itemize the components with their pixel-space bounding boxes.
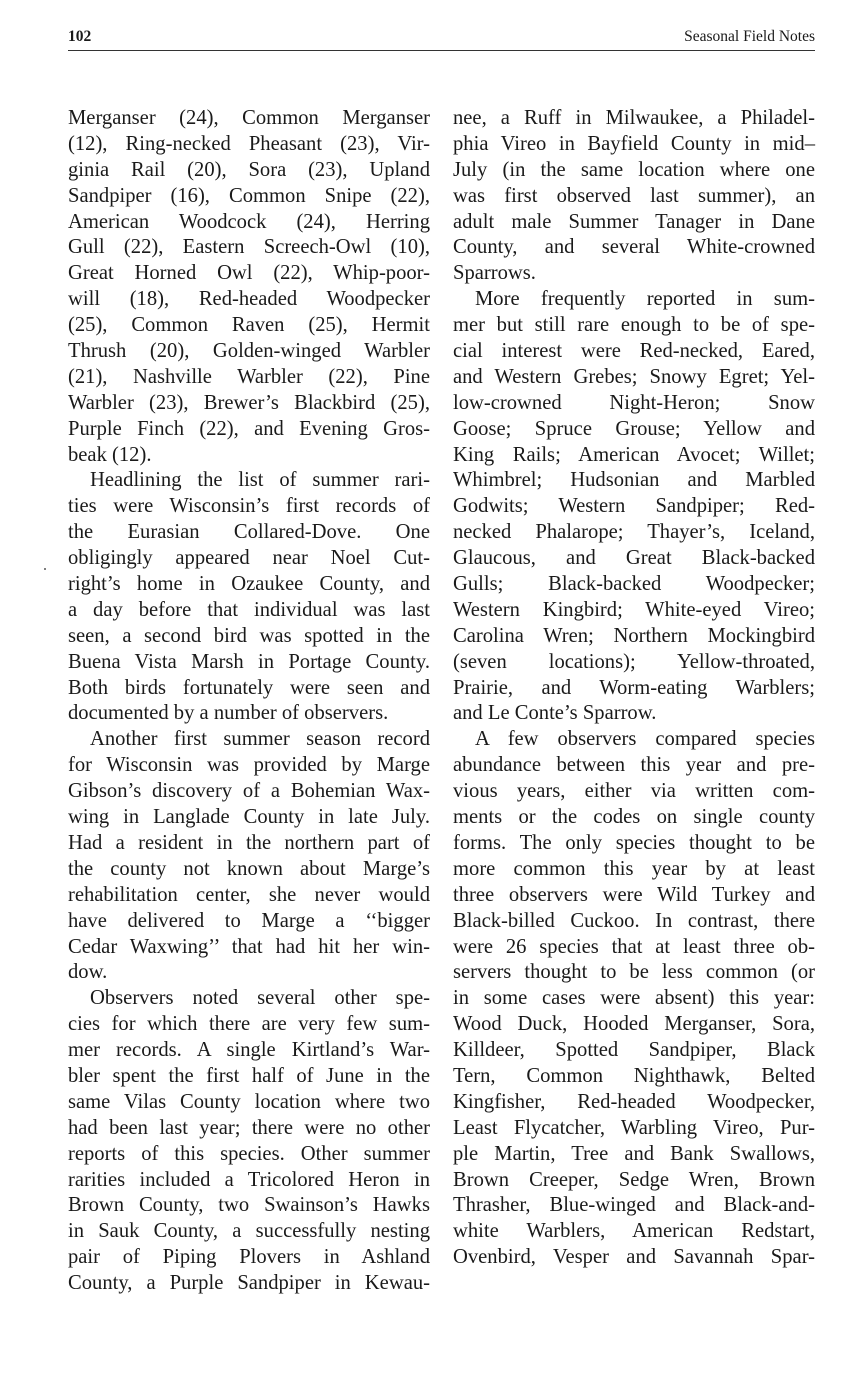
text-line: Gull (22), Eastern Screech-Owl (10),: [68, 236, 430, 259]
text-line: Warbler (23), Brewer’s Blackbird (25),: [68, 391, 430, 414]
text-line: had been last year; there were no other: [68, 1116, 430, 1139]
text-line: were 26 species that at least three ob-: [453, 935, 815, 958]
text-line: Merganser (24), Common Merganser: [68, 107, 430, 129]
text-line: American Woodcock (24), Herring: [68, 210, 430, 233]
text-line: Brown Creeper, Sedge Wren, Brown: [453, 1168, 815, 1191]
text-line: Prairie, and Worm-eating Warblers;: [453, 676, 815, 699]
text-line: for Wisconsin was provided by Marge: [68, 754, 430, 777]
text-line: servers thought to be less common (or: [453, 961, 815, 984]
text-line: white Warblers, American Redstart,: [453, 1220, 815, 1243]
text-line: County, a Purple Sandpiper in Kewau-: [68, 1272, 430, 1295]
text-line: necked Phalarope; Thayer’s, Iceland,: [453, 521, 815, 544]
text-line: in some cases were absent) this year:: [453, 987, 815, 1010]
text-line: ments or the codes on single county: [453, 806, 815, 829]
text-line: beak (12).: [68, 443, 152, 466]
text-line: cies for which there are very few sum-: [68, 1013, 430, 1036]
text-line: Thrasher, Blue-winged and Black-and-: [453, 1194, 815, 1217]
text-line: (21), Nashville Warbler (22), Pine: [68, 365, 430, 388]
text-line: rarities included a Tricolored Heron in: [68, 1168, 430, 1191]
page-number: 102: [68, 28, 92, 45]
text-line: Another first summer season record: [90, 728, 430, 751]
text-line: Sandpiper (16), Common Snipe (22),: [68, 184, 430, 207]
text-line: July (in the same location where one: [453, 158, 815, 181]
text-line: ties were Wisconsin’s first records of: [68, 495, 430, 518]
text-line: Buena Vista Marsh in Portage County.: [68, 650, 430, 673]
text-line: was first observed last summer), an: [453, 184, 815, 207]
stray-speck: [44, 568, 46, 570]
text-line: obligingly appeared near Noel Cut-: [68, 547, 430, 570]
text-line: Thrush (20), Golden-winged Warbler: [68, 340, 430, 363]
text-line: Had a resident in the northern part of: [68, 831, 430, 854]
text-line: Purple Finch (22), and Evening Gros-: [68, 417, 430, 440]
text-line: forms. The only species thought to be: [453, 831, 815, 854]
text-line: rehabilitation center, she never would: [68, 883, 430, 906]
text-line: same Vilas County location where two: [68, 1090, 430, 1113]
text-line: reports of this species. Other summer: [68, 1142, 430, 1165]
text-line: Kingfisher, Red-headed Woodpecker,: [453, 1090, 815, 1113]
text-line: Gibson’s discovery of a Bohemian Wax-: [68, 780, 430, 803]
text-line: low-crowned Night-Heron; Snow: [453, 391, 815, 414]
text-line: cial interest were Red-necked, Eared,: [453, 340, 815, 363]
text-line: three observers were Wild Turkey and: [453, 883, 815, 906]
text-line: Black-billed Cuckoo. In contrast, there: [453, 909, 815, 932]
text-line: Carolina Wren; Northern Mockingbird: [453, 624, 815, 647]
text-line: will (18), Red-headed Woodpecker: [68, 288, 430, 311]
text-line: Gulls; Black-backed Woodpecker;: [453, 573, 815, 596]
text-line: bler spent the first half of June in the: [68, 1064, 430, 1087]
text-line: pair of Piping Plovers in Ashland: [68, 1246, 430, 1269]
text-line: (25), Common Raven (25), Hermit: [68, 314, 430, 337]
text-line: Whimbrel; Hudsonian and Marbled: [453, 469, 815, 492]
right-text-column: [453, 106, 815, 1271]
text-line: adult male Summer Tanager in Dane: [453, 210, 815, 233]
text-line: more common this year by at least: [453, 857, 815, 880]
text-line: Ovenbird, Vesper and Savannah Spar-: [453, 1246, 815, 1269]
text-line: and Western Grebes; Snowy Egret; Yel-: [453, 365, 815, 388]
text-line: (seven locations); Yellow-throated,: [453, 650, 815, 673]
running-header: [68, 22, 815, 51]
text-line: County, and several White-crowned: [453, 236, 815, 259]
text-line: dow.: [68, 961, 108, 984]
text-line: Godwits; Western Sandpiper; Red-: [453, 495, 815, 518]
text-line: right’s home in Ozaukee County, and: [68, 573, 430, 596]
text-line: Wood Duck, Hooded Merganser, Sora,: [453, 1013, 815, 1036]
text-line: Western Kingbird; White-eyed Vireo;: [453, 598, 815, 621]
text-line: in Sauk County, a successfully nesting: [68, 1220, 430, 1243]
text-line: ginia Rail (20), Sora (23), Upland: [68, 158, 430, 181]
text-line: Goose; Spruce Grouse; Yellow and: [453, 417, 815, 440]
text-line: phia Vireo in Bayfield County in mid–: [453, 132, 815, 155]
text-line: ple Martin, Tree and Bank Swallows,: [453, 1142, 815, 1165]
text-line: vious years, either via written com-: [453, 780, 815, 803]
text-line: King Rails; American Avocet; Willet;: [453, 443, 815, 466]
text-line: More frequently reported in sum-: [475, 288, 815, 311]
text-line: Both birds fortunately were seen and: [68, 676, 430, 699]
running-title: Seasonal Field Notes: [684, 28, 815, 45]
text-line: Killdeer, Spotted Sandpiper, Black: [453, 1039, 815, 1062]
text-line: (12), Ring-necked Pheasant (23), Vir-: [68, 132, 430, 155]
text-line: Cedar Waxwing’’ that had hit her win-: [68, 935, 430, 958]
text-line: the county not known about Marge’s: [68, 857, 430, 880]
text-line: a day before that individual was last: [68, 598, 430, 621]
text-line: wing in Langlade County in late July.: [68, 806, 430, 829]
text-line: abundance between this year and pre-: [453, 754, 815, 777]
text-line: Sparrows.: [453, 262, 536, 285]
text-line: Tern, Common Nighthawk, Belted: [453, 1064, 815, 1087]
text-line: the Eurasian Collared-Dove. One: [68, 521, 430, 544]
text-line: have delivered to Marge a ‘‘bigger: [68, 909, 430, 932]
left-text-column: [68, 106, 430, 1297]
text-line: Glaucous, and Great Black-backed: [453, 547, 815, 570]
text-line: mer records. A single Kirtland’s War-: [68, 1039, 430, 1062]
text-line: Least Flycatcher, Warbling Vireo, Pur-: [453, 1116, 815, 1139]
text-line: Headlining the list of summer rari-: [90, 469, 430, 492]
text-line: mer but still rare enough to be of spe-: [453, 314, 815, 337]
text-line: and Le Conte’s Sparrow.: [453, 702, 657, 725]
text-line: seen, a second bird was spotted in the: [68, 624, 430, 647]
text-line: Brown County, two Swainson’s Hawks: [68, 1194, 430, 1217]
text-line: Observers noted several other spe-: [90, 987, 430, 1010]
text-line: A few observers compared species: [475, 728, 815, 751]
text-line: nee, a Ruff in Milwaukee, a Philadel-: [453, 107, 815, 129]
text-line: Great Horned Owl (22), Whip-poor-: [68, 262, 430, 285]
text-line: documented by a number of observers.: [68, 702, 389, 725]
